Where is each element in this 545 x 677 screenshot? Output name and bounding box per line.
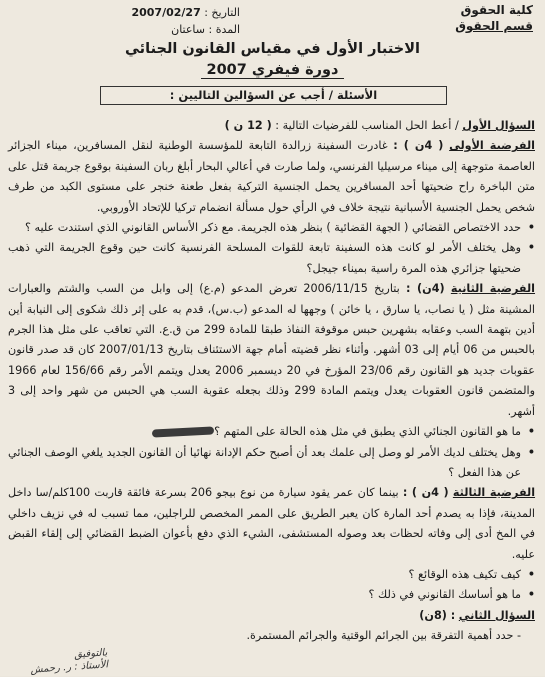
exam-title: الاختبار الأول في مقياس القانون الجنائي [125,41,420,57]
q1-points: ( 12 ن ) [224,119,272,132]
h1-points: ( 4ن ) : [393,139,444,153]
h2-bullet-2: • وهل يختلف لديك الأمر لو وصل إلى علمك بعد أن أصبح حكم الإدانة نهائيا أن القانون الجديد يلغي الوصف الجنائي عن هذا الفعل ؟ [8,443,535,484]
institution-header [455,2,533,34]
exam-date: 2007/02/27 [131,6,201,19]
signature-line-2: الأستاذ : ر. رحمش [30,659,109,676]
h3-points: ( 4ن ) : [402,486,449,500]
department-name: قسم الحقوق [455,19,533,33]
h1-label: الفرضية الأولى [449,139,535,153]
q2-heading: السؤال الثاني [458,608,535,622]
q1-heading-line [8,116,535,136]
scribble-mark [152,426,214,437]
h2-bullet-1 [8,422,535,442]
signature-line-1: بالتوفيق [73,647,108,661]
q1-heading: السؤال الأول [462,119,535,132]
hypothesis-3 [8,483,535,565]
h3-bullet-1: • كيف تكيف هذه الوقائع ؟ [8,565,535,585]
q2-points: : (8ن) [419,608,456,622]
h2-label: الفرضية الثانية [450,282,536,296]
questions-box: الأسئلة / أجب عن السؤالين التاليين : [100,86,447,105]
exam-body [8,116,535,647]
q2-text: - حدد أهمية التفرقة بين الجرائم الوقتية والجرائم المستمرة. [246,629,521,643]
h3-text: بينما كان عمر يقود سيارة من نوع بيجو 206 بسرعة فائقة قاربت 100كلم/سا داخل المدينة، فإذا به يصدم أحد المارة كان يعبر الطريق على الممر المخصص للراجلين، مما تسبب له في نزيف داخلي في المخ أدى إلى وفاته لحظات بعد وصوله المستشفى، الشيء الذي دفع بأعوان الضبط القضائي إلى إلقاء القبض عليه. [8,486,535,561]
h3-bullet-2: • ما هو أساسك القانوني في ذلك ؟ [8,585,535,605]
h1-bullet-1: • حدد الاختصاص القضائي ( الجهة القضائية ) بنظر هذه الجريمة. مع ذكر الأساس القانوني الذي استندت عليه ؟ [8,218,535,238]
date-label: التاريخ : [204,6,240,19]
h3-label: الفرضية الثالثة [452,486,536,500]
exam-meta [60,4,240,38]
hypothesis-2 [8,279,535,422]
hypothesis-1 [8,136,535,218]
q1-instruction: / أعط الحل المناسب للفرضيات التالية : [275,119,459,132]
exam-duration: المدة : ساعتان [171,23,240,36]
q2-heading-line [8,606,535,626]
session-label: دورة فيفري 2007 [201,62,345,79]
h2-bullet-1-text: ما هو القانون الجنائي الذي يطبق في مثل هذه الحالة على المتهم ؟ [214,425,521,439]
h1-text: غادرت السفينة زرالدة التابعة للمؤسسة الوطنية لنقل المسافرين، ميناء الجزائر العاصمة متوجهة إلى ميناء مرسيليا الفرنسي، ولما صارت في أعالي البحار أبلغ ربان السفينة بوقوع جريمة قتل على متن الباخرة راح ضحيتها أحد المسافرين يحمل الجنسية التركية بفعل طعنة خنجر على مستوى الكبد من طرف شخص يحمل الجنسية الأسبانية نتيجة خلاف في الرأي حول مسألة انضمام تركيا للإتحاد الأوروبي. [8,139,535,214]
exam-session [0,62,545,78]
h1-bullet-2: • وهل يختلف الأمر لو كانت هذه السفينة تابعة للقوات المسلحة الفرنسية كانت حين وقوع الجريمة التي ذهب ضحيتها جزائري هذه المرة راسية بميناء جيجل؟ [8,238,535,279]
q2-text-body: حدد أهمية التفرقة بين الجرائم الوقتية والجرائم المستمرة. [246,629,514,643]
h2-text: بتاريخ 2006/11/15 تعرض المدعو (م.ع) إلى وابل من السب والشتم والعبارات المشينة مثل ( يا نصاب، يا سارق ، يا خائن ) وجهها له المدعو (ب.س)، قدم به على إثر ذلك شكوى إلى النيابة أين أدين بتهمة السب وعقابه بشهرين حبس موقوفة النفاذ طبقا للمادة 299 من ق.ع. التي تعاقب على مثل هذا الجرم بالحبس من 06 أيام إلى 03 أشهر. وأثناء نظر قضيته أمام جهة الاستئناف بتاريخ 2007/01/13 كان قد صدر قانون عقوبات جديد هو القانون رقم 23/06 المؤرخ في 20 ديسمبر 2006 يعدل ويتمم الأمر رقم 156/66 لعام 1966 والمتضمن قانون العقوبات يعدل ويتمم المادة 299 وذلك بجعله عقوبة السب هي الحبس من شهر واحد إلى 3 أشهر. [8,282,535,418]
faculty-name: كلية الحقوق [460,3,533,17]
signature [29,647,108,676]
h2-points: (4ن) : [405,282,445,296]
